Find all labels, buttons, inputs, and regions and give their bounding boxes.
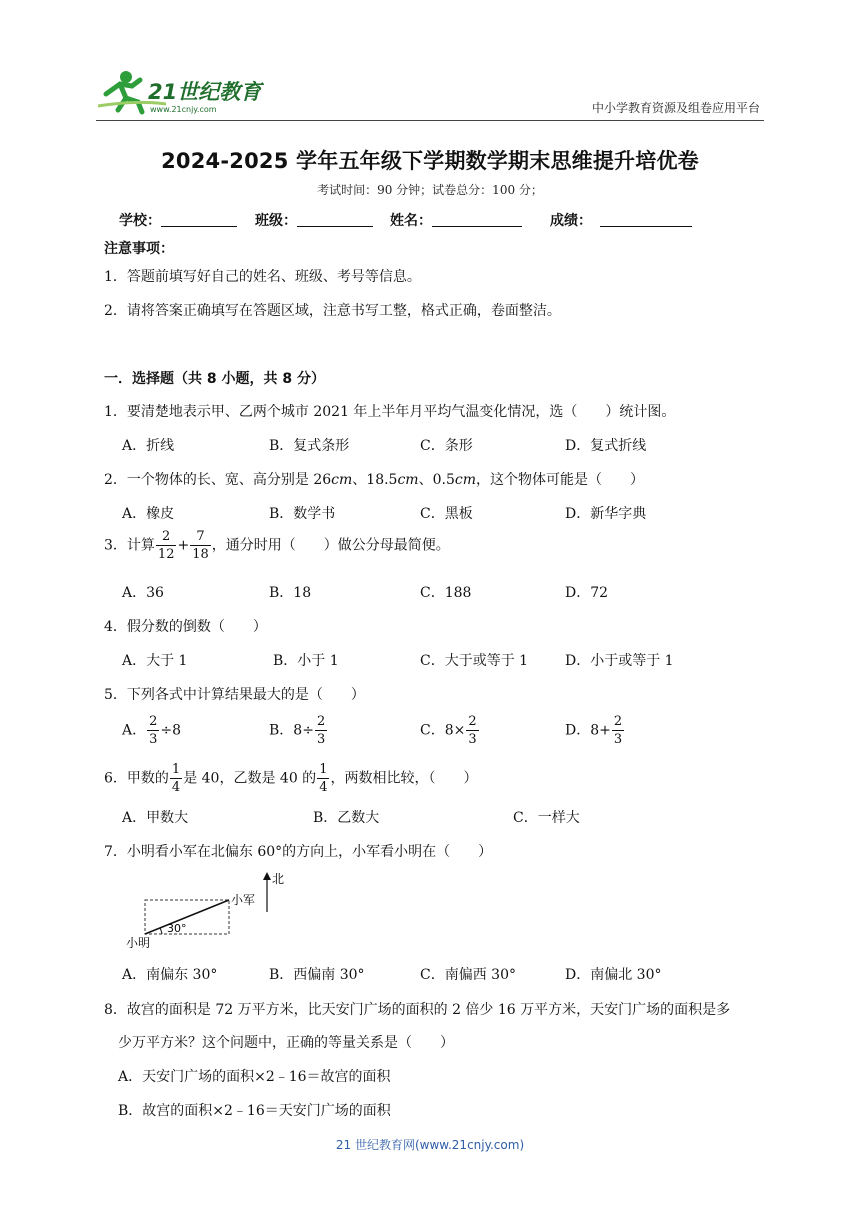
frac-denominator: 4 [319, 780, 328, 795]
plus-sign: + [177, 537, 190, 554]
q2-text-a: 2．一个物体的长、宽、高分别是 26 [104, 472, 332, 488]
q6-text-post: ，两数相比较，（ ） [330, 770, 478, 787]
frac-denominator: 3 [316, 732, 326, 747]
frac-numerator: 7 [190, 530, 211, 546]
class-field [255, 210, 373, 230]
fraction [466, 715, 478, 746]
school-blank[interactable] [161, 212, 237, 227]
xiaoming-label: 小明 [126, 936, 151, 950]
question-6-stem [104, 763, 477, 794]
site-logo [96, 66, 271, 116]
name-label: 姓名： [390, 213, 432, 229]
question-7-stem: 7．小明看小军在北偏东 60°的方向上，小军看小明在（ ） [104, 844, 493, 860]
fraction [170, 763, 182, 794]
frac-denominator: 4 [171, 780, 181, 795]
q4-option-a[interactable]: A．大于 1 [122, 653, 188, 669]
frac-denominator: 12 [157, 547, 175, 562]
score-field [550, 210, 692, 230]
q2-text-b: ，这个物体可能是（ ） [475, 472, 644, 488]
school-label: 学校： [119, 213, 161, 229]
q2-value-3: 0.5 [432, 472, 455, 488]
q6-option-b[interactable]: B．乙数大 [313, 810, 380, 826]
question-2-stem [104, 469, 644, 489]
q2-unit: cm [397, 472, 419, 488]
platform-label: 中小学教育资源及组卷应用平台 [591, 101, 760, 115]
q2-sep: 、 [352, 472, 367, 488]
q1-option-d[interactable]: D．复式折线 [565, 438, 647, 454]
q2-sep: 、 [418, 472, 433, 488]
fraction [147, 715, 159, 746]
q6-text-mid: 是 40，乙数是 40 的 [183, 770, 317, 787]
name-blank[interactable] [432, 212, 522, 227]
q1-option-b[interactable]: B．复式条形 [269, 438, 350, 454]
class-label: 班级： [255, 213, 297, 229]
class-blank[interactable] [297, 212, 373, 227]
exam-meta: 考试时间：90 分钟；试卷总分：100 分； [317, 183, 543, 197]
question-3-stem [104, 530, 450, 561]
q2-unit: cm [331, 472, 353, 488]
q5-option-d[interactable] [565, 715, 625, 746]
q4-option-c[interactable]: C．大于或等于 1 [420, 653, 529, 669]
header-rule [96, 120, 764, 121]
frac-numerator: 1 [319, 762, 328, 777]
q7-option-c[interactable]: C．南偏西 30° [420, 967, 516, 983]
angle-label: 30° [167, 922, 187, 935]
exam-title: 2024-2025 学年五年级下学期数学期末思维提升培优卷 [161, 149, 699, 173]
footer-link[interactable]: 21 世纪教育网(www.21cnjy.com) [335, 1138, 525, 1152]
q1-option-c[interactable]: C．条形 [420, 438, 473, 454]
q3-fraction-1 [156, 530, 177, 561]
question-4-stem: 4．假分数的倒数（ ） [104, 619, 267, 635]
question-1-stem: 1．要清楚地表示甲、乙两个城市 2021 年上半年月平均气温变化情况，选（ ）统计图。 [104, 404, 676, 420]
frac-numerator: 2 [156, 530, 177, 546]
q4-option-b[interactable]: B．小于 1 [273, 653, 339, 669]
score-blank[interactable] [600, 212, 692, 227]
q3-fraction-2 [190, 530, 211, 561]
logo-url: www.21cnjy.com [150, 105, 217, 114]
q7-option-a[interactable]: A．南偏东 30° [122, 967, 218, 983]
q3-option-a[interactable]: A．36 [122, 585, 164, 601]
q3-option-c[interactable]: C．188 [420, 585, 472, 601]
frac-numerator: 2 [613, 714, 623, 729]
q1-option-a[interactable]: A．折线 [122, 438, 175, 454]
option-label: C．8× [420, 722, 466, 739]
frac-numerator: 2 [468, 714, 477, 729]
frac-denominator: 3 [613, 732, 623, 747]
frac-denominator: 3 [468, 732, 477, 747]
frac-numerator: 2 [149, 714, 158, 729]
frac-numerator: 1 [171, 762, 181, 777]
north-label: 北 [272, 872, 285, 886]
q7-option-b[interactable]: B．西偏南 30° [269, 967, 365, 983]
fraction [315, 715, 327, 746]
frac-denominator: 18 [192, 547, 209, 562]
direction-diagram [120, 868, 300, 952]
q4-option-d[interactable]: D．小于或等于 1 [565, 653, 674, 669]
q3-option-b[interactable]: B．18 [269, 585, 312, 601]
q3-option-d[interactable]: D．72 [565, 585, 609, 601]
name-field [390, 210, 522, 230]
q8-option-b[interactable]: B．故宫的面积×2﹣16＝天安门广场的面积 [118, 1103, 391, 1119]
q2-option-c[interactable]: C．黑板 [420, 506, 473, 522]
notice-item: 2．请将答案正确填写在答题区域，注意书写工整，格式正确，卷面整洁。 [104, 303, 561, 319]
q6-option-a[interactable]: A．甲数大 [122, 810, 189, 826]
frac-denominator: 3 [149, 732, 158, 747]
xiaojun-label: 小军 [231, 893, 256, 907]
notice-heading: 注意事项： [104, 241, 174, 257]
question-8-stem-line-1: 8．故宫的面积是 72 万平方米，比天安门广场的面积的 2 倍少 16 万平方米，天安门广场的面积是多 [104, 1002, 731, 1018]
frac-numerator: 2 [316, 714, 326, 729]
notice-item: 1．答题前填写好自己的姓名、班级、考号等信息。 [104, 269, 421, 285]
q3-text-pre: 3．计算 [104, 537, 155, 554]
north-arrow-head [263, 872, 271, 880]
q5-option-a[interactable] [122, 715, 181, 746]
q2-option-a[interactable]: A．橡皮 [122, 506, 175, 522]
q7-option-d[interactable]: D．南偏北 30° [565, 967, 662, 983]
question-5-stem: 5．下列各式中计算结果最大的是（ ） [104, 687, 365, 703]
q2-value-2: 18.5 [366, 472, 398, 488]
angle-arc [160, 928, 162, 934]
q8-option-a[interactable]: A．天安门广场的面积×2﹣16＝故宫的面积 [118, 1069, 391, 1085]
q3-text-post: ，通分时用（ ）做公分母最简便。 [211, 537, 450, 554]
q2-unit: cm [454, 472, 476, 488]
logo-text: 21世纪教育 [148, 80, 262, 104]
fraction [317, 763, 329, 794]
q5-option-b[interactable] [269, 715, 328, 746]
q6-text-pre: 6．甲数的 [104, 770, 169, 787]
option-label: A． [122, 722, 147, 739]
school-field [119, 210, 237, 230]
fraction [612, 715, 624, 746]
option-label: D．8+ [565, 722, 611, 739]
q6-option-c[interactable]: C．一样大 [513, 810, 580, 826]
q2-option-b[interactable]: B．数学书 [269, 506, 336, 522]
question-8-stem-line-2: 少万平方米？这个问题中，正确的等量关系是（ ） [118, 1035, 454, 1051]
sightline [145, 900, 229, 934]
q5-option-c[interactable] [420, 715, 480, 746]
option-label: B．8÷ [269, 722, 314, 739]
option-op: ÷8 [160, 722, 182, 739]
section-heading: 一．选择题（共 8 小题，共 8 分） [104, 371, 325, 387]
q2-option-d[interactable]: D．新华字典 [565, 506, 647, 522]
score-label: 成绩： [550, 213, 592, 229]
